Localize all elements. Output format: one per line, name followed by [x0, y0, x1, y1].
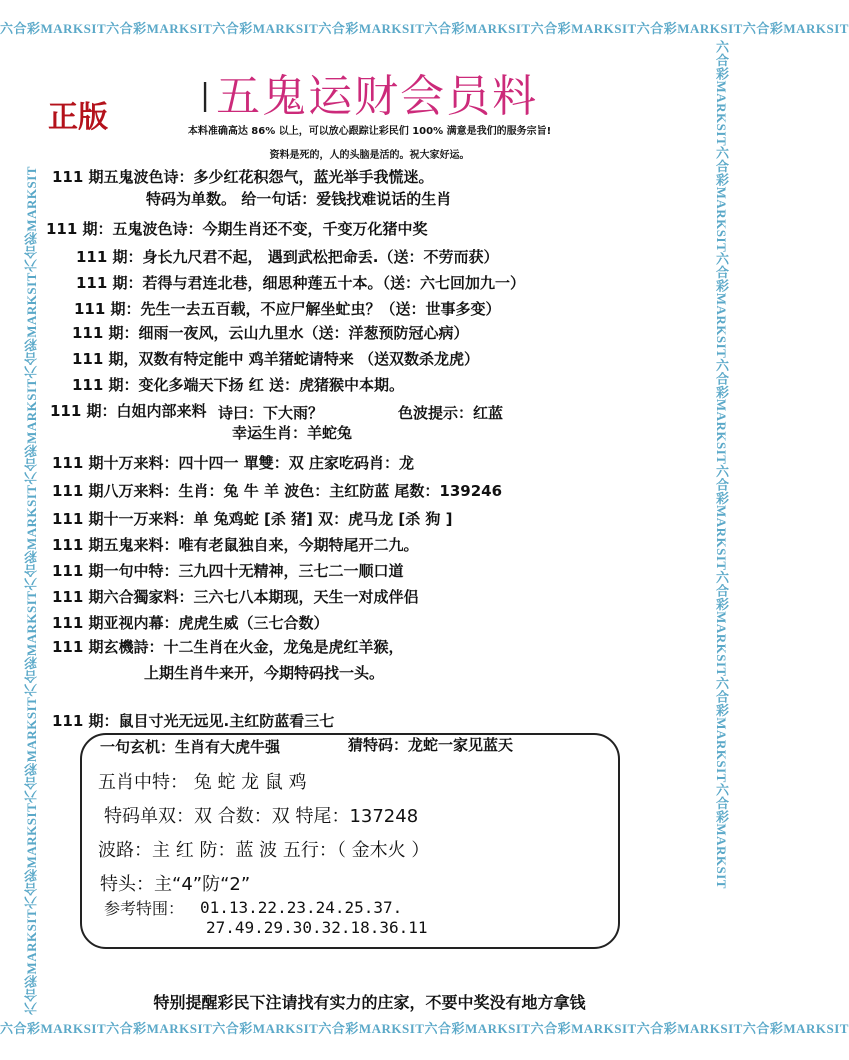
box-bolu: 波路：主 红 防：蓝 波 五行：（ 金木火 ） — [98, 840, 430, 861]
box-zhute: 猜特码：龙蛇一家见蓝天 — [348, 736, 514, 754]
box-tetou: 特头：主“4”防“2” — [100, 874, 251, 895]
slogan-1: 本料准确高达 86% 以上，可以放心跟踪让彩民们 100% 满意是我们的服务宗旨! — [187, 126, 552, 137]
watermark-right: 六合彩MARKSIT六合彩MARKSIT六合彩MARKSIT六合彩MARKSIT六合彩MARKSIT六合彩MARKSIT六合彩MARKSIT六合彩MARKSIT — [714, 40, 729, 889]
box-danshuang: 特码单双：双 合数：双 特尾：137248 — [104, 806, 419, 827]
line-11: 111 期十万来料：四十四一 單雙：双 庄家吃码肖：龙 — [52, 454, 414, 472]
line-16: 111 期六合獨家料：三六七八本期现，天生一对成伴侣 — [52, 588, 419, 606]
box-cankao-1: 01.13.22.23.24.25.37. — [200, 898, 403, 917]
line-8: 111 期，双数有特定能中 鸡羊猪蛇请特来 （送双数杀龙虎） — [72, 350, 479, 368]
line-5: 111 期：若得与君连北巷，细思种莲五十本。（送：六七回加九一） — [76, 274, 526, 292]
color-hint: 色波提示：红蓝 — [398, 404, 504, 422]
line-12: 111 期八万来料：生肖：兔 牛 羊 波色：主红防蓝 尾数：139246 — [52, 482, 503, 500]
slogan-2: 资料是死的，人的头脑是活的。祝大家好运。 — [269, 150, 470, 161]
title-bar: | — [200, 78, 213, 113]
line-2: 特码为单数。 给一句话：爱钱找难说话的生肖 — [146, 190, 452, 208]
line-20: 111 期：鼠目寸光无远见.主红防蓝看三七 — [52, 712, 335, 730]
authentic-stamp: 正版 — [48, 100, 108, 135]
line-15: 111 期一句中特：三九四十无精神，三七二一顺口道 — [52, 562, 404, 580]
box-cankao-2: 27.49.29.30.32.18.36.11 — [206, 918, 428, 937]
line-10: 111 期：白姐内部来料 — [50, 402, 207, 420]
box-xuanji: 一句玄机：生肖有大虎牛强 — [100, 738, 281, 756]
line-9: 111 期：变化多端天下扬 红 送：虎猪猴中本期。 — [72, 376, 404, 394]
line-1: 111 期五鬼波色诗：多少红花积怨气，蓝光举手我慌迷。 — [52, 168, 434, 186]
line-18: 111 期玄機詩：十二生肖在火金，龙兔是虎红羊猴， — [52, 638, 404, 656]
title-text: 五鬼运财会员料 — [216, 71, 539, 122]
line-3: 111 期：五鬼波色诗：今期生肖还不变，千变万化猪中奖 — [46, 220, 428, 238]
line-19: 上期生肖牛来开，今期特码找一头。 — [144, 664, 385, 682]
watermark-bottom: 六合彩MARKSIT六合彩MARKSIT六合彩MARKSIT六合彩MARKSIT六合彩MARKSIT六合彩MARKSIT六合彩MARKSIT六合彩MARKSIT — [0, 1021, 849, 1036]
box-cankao-label: 参考特围： — [104, 899, 185, 918]
line-7: 111 期：细雨一夜风，云山九里水（送：洋葱预防冠心病） — [72, 324, 469, 342]
watermark-left: 六合彩MARKSIT六合彩MARKSIT六合彩MARKSIT六合彩MARKSIT六合彩MARKSIT六合彩MARKSIT六合彩MARKSIT六合彩MARKSIT — [24, 166, 39, 1015]
line-17: 111 期亚视内幕：虎虎生威（三七合数） — [52, 614, 329, 632]
watermark-top: 六合彩MARKSIT六合彩MARKSIT六合彩MARKSIT六合彩MARKSIT六合彩MARKSIT六合彩MARKSIT六合彩MARKSIT六合彩MARKSIT — [0, 21, 849, 36]
poem-label: 诗曰：下大雨？ — [218, 404, 324, 422]
line-13: 111 期十一万来料：单 兔鸡蛇 [杀 猪] 双：虎马龙 [杀 狗 ] — [52, 510, 453, 528]
page-title — [200, 60, 539, 122]
line-6: 111 期：先生一去五百载，不应尸解坐虻虫？（送：世事多变） — [74, 300, 501, 318]
footer-note: 特别提醒彩民下注请找有实力的庄家，不要中奖没有地方拿钱 — [153, 993, 586, 1012]
line-14: 111 期五鬼来料：唯有老鼠独自来，今期特尾开二九。 — [52, 536, 419, 554]
box-wuxiao: 五肖中特： 兔 蛇 龙 鼠 鸡 — [98, 772, 307, 793]
lucky-zodiac: 幸运生肖：羊蛇兔 — [232, 424, 353, 442]
line-4: 111 期：身长九尺君不起， 遇到武松把命丢.（送：不劳而获） — [76, 248, 499, 266]
